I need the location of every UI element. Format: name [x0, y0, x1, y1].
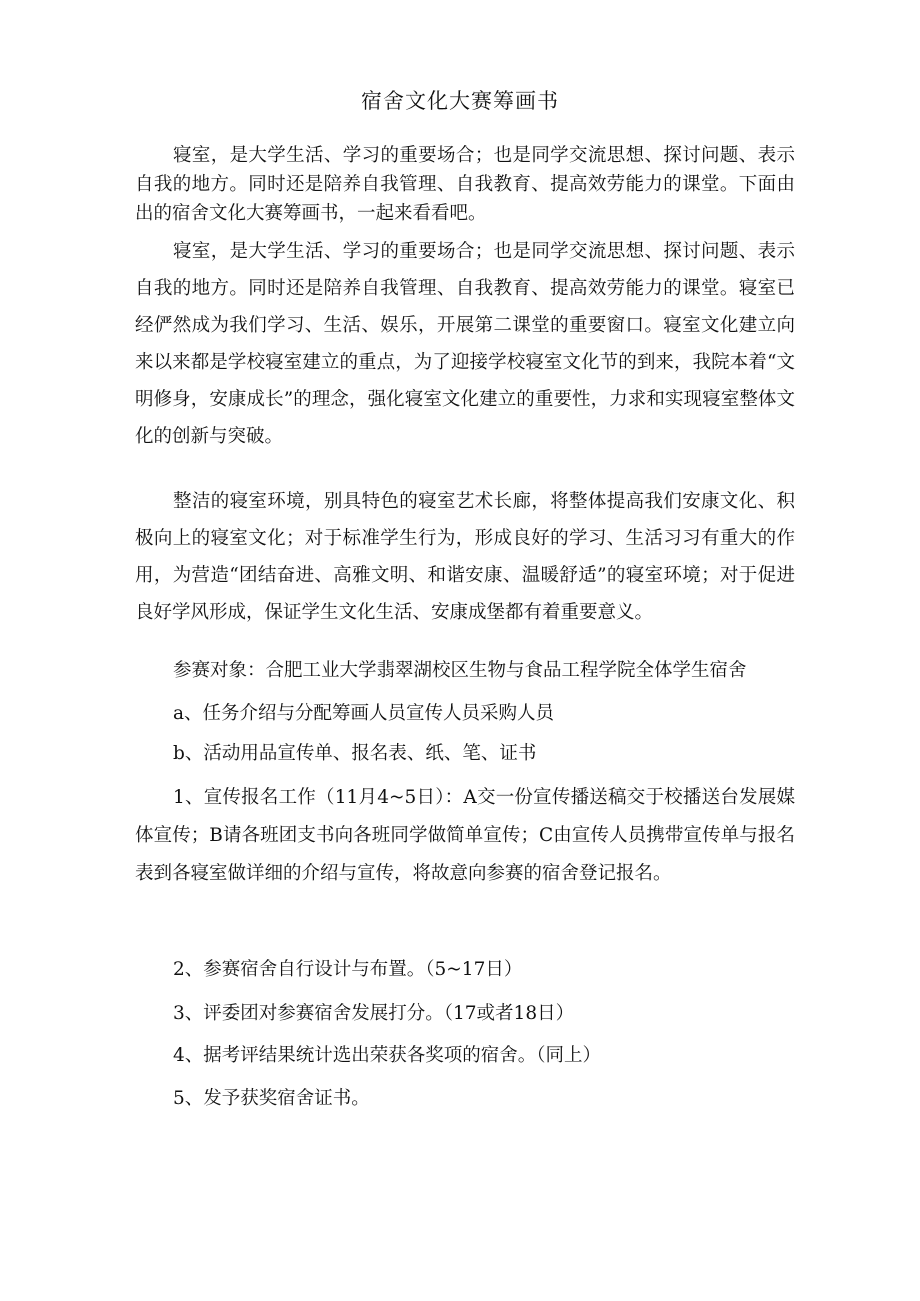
participants-line: 参赛对象：合肥工业大学翡翠湖校区生物与食品工程学院全体学生宿舍	[173, 660, 747, 681]
step-4-line: 4、据考评结果统计选出荣获各奖项的宿舍。（同上）	[173, 1045, 602, 1066]
step-1-paragraph: 1、宣传报名工作（11月4~5日）：A交一份宣传播送稿交于校播送台发展媒体宣传；B请各班团支书向各班同学做简单宣传；C由宣传人员携带宣传单与报名表到各寝室做详细的介绍与宣传，将故意向参赛的宿舍登记报名。	[135, 787, 795, 884]
intro-paragraph: 寝室，是大学生活、学习的重要场合；也是同学交流思想、探讨问题、表示自我的地方。同时还是陪养自我管理、自我教育、提高效劳能力的课堂。下面由出的宿舍文化大赛筹画书，一起来看看吧。	[135, 145, 795, 224]
step-3-line: 3、评委团对参赛宿舍发展打分。（17或者18日）	[173, 1003, 575, 1024]
item-b-line: b、活动用品宣传单、报名表、纸、笔、证书	[173, 743, 537, 764]
document-title: 宿舍文化大赛筹画书	[361, 89, 559, 113]
body-paragraph-2: 整洁的寝室环境，别具特色的寝室艺术长廊，将整体提高我们安康文化、积极向上的寝室文化；对于标准学生行为，形成良好的学习、生活习习有重大的作用，为营造“团结奋进、高雅文明、和谐安康、温暖舒适”的寝室环境；对于促进良好学风形成，保证学生文化生活、安康成堡都有着重要意义。	[135, 491, 795, 623]
step-5-line: 5、发予获奖宿舍证书。	[173, 1088, 370, 1109]
body-paragraph-1: 寝室，是大学生活、学习的重要场合；也是同学交流思想、探讨问题、表示自我的地方。同时还是陪养自我管理、自我教育、提高效劳能力的课堂。寝室已经俨然成为我们学习、生活、娱乐，开展第二课堂的重要窗口。寝室文化建立向来以来都是学校寝室建立的重点，为了迎接学校寝室文化节的到来，我院本着“文明修身，安康成长”的理念，强化寝室文化建立的重要性，力求和实现寝室整体文化的创新与突破。	[135, 241, 795, 447]
item-a-line: a、任务介绍与分配筹画人员宣传人员采购人员	[173, 703, 555, 724]
step-2-line: 2、参赛宿舍自行设计与布置。（5~17日）	[173, 959, 523, 980]
